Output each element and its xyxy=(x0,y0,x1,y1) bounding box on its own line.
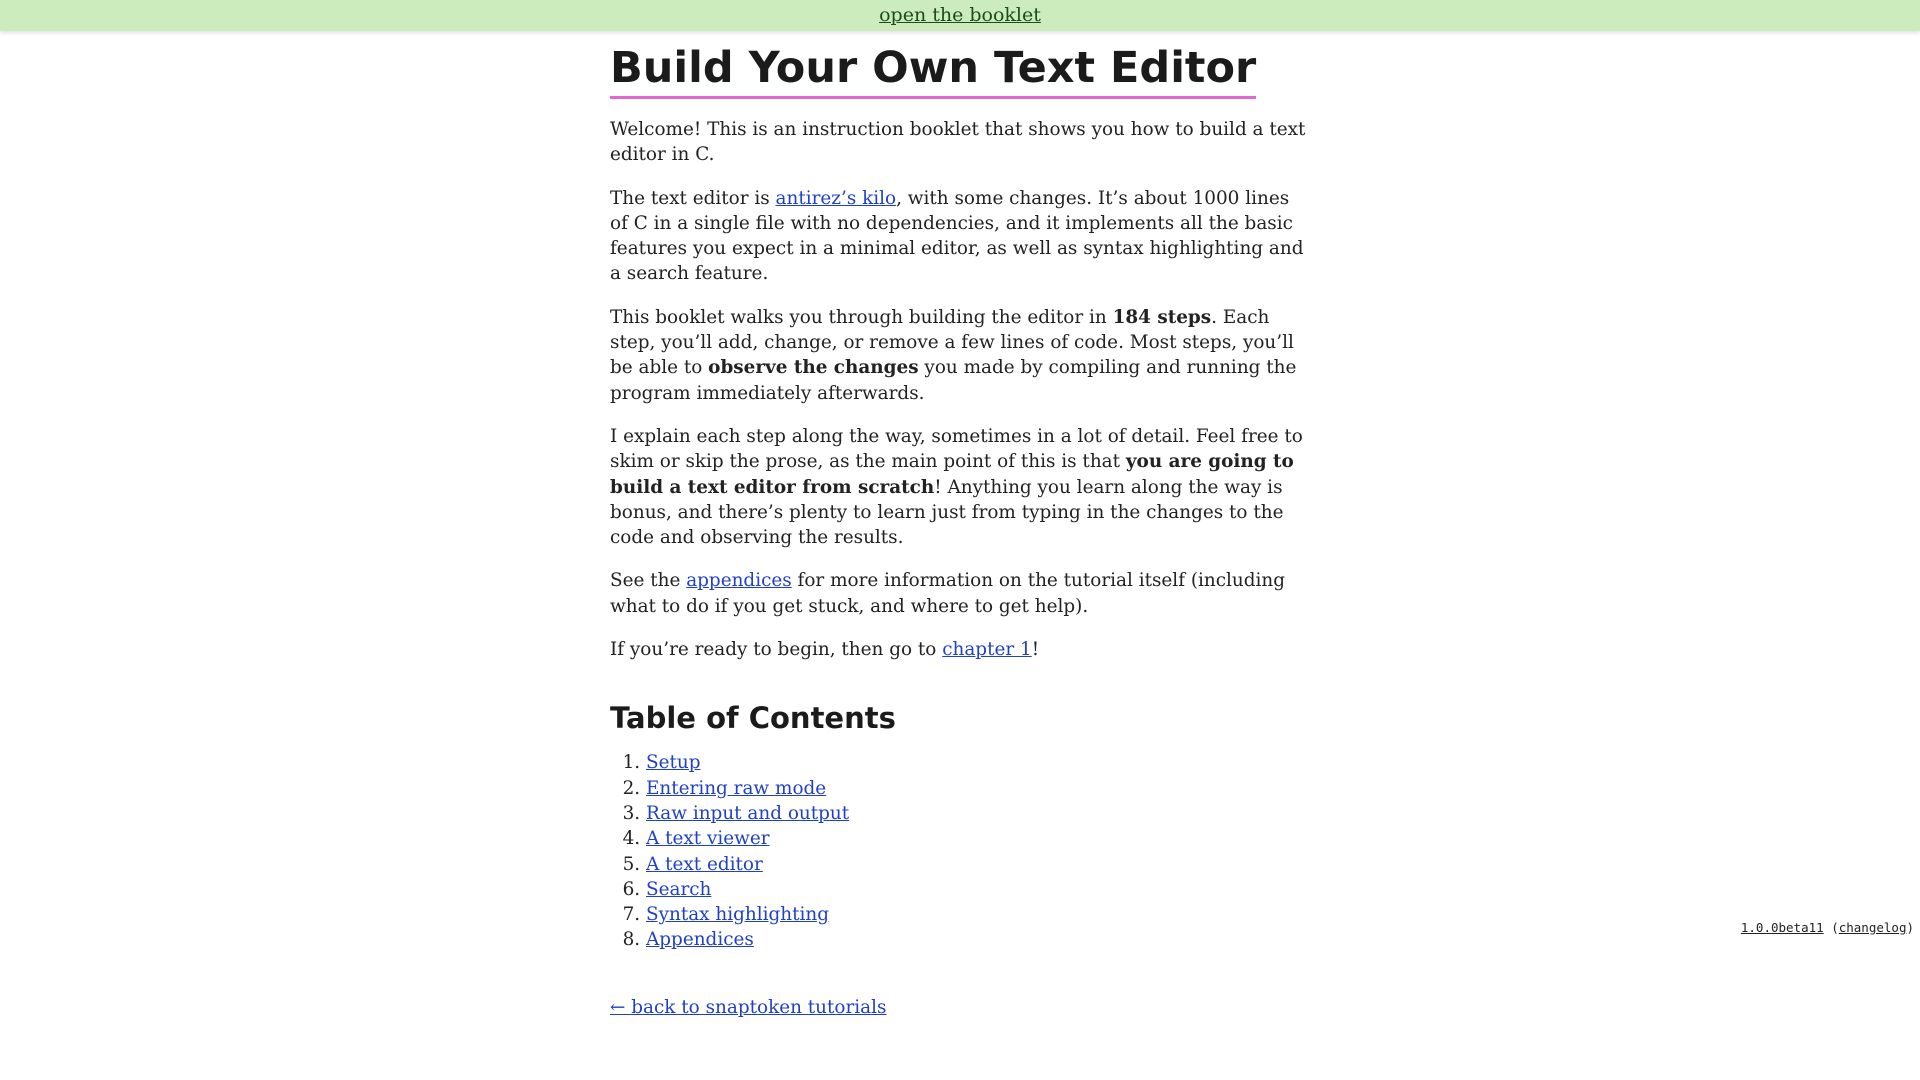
toc-link-raw-input-output[interactable]: Raw input and output xyxy=(646,802,850,824)
explain-paragraph-text-1: I explain each step along the way, sometimes in a lot of detail. Feel free to skim or skip the prose, as the main point of this is that xyxy=(610,425,1303,473)
main-content xyxy=(610,40,1310,1020)
toc-item xyxy=(646,852,1310,877)
toc-link-syntax-highlighting[interactable]: Syntax highlighting xyxy=(646,904,830,926)
appendices-paragraph-text-1: See the xyxy=(610,570,687,592)
appendices-link[interactable]: appendices xyxy=(686,570,792,592)
toc-item xyxy=(646,750,1310,775)
begin-paragraph-text-2: ! xyxy=(1031,639,1040,661)
appendices-paragraph xyxy=(610,568,1310,619)
version-link[interactable]: 1.0.0beta11 xyxy=(1740,920,1824,935)
build-from-scratch-text: you are going to build a text editor from scratch xyxy=(610,451,1294,498)
toc-link-setup[interactable]: Setup xyxy=(646,752,701,774)
toc-link-text-editor[interactable]: A text editor xyxy=(646,853,763,875)
explain-paragraph xyxy=(610,424,1310,550)
kilo-paragraph-text-1: The text editor is xyxy=(610,187,776,209)
toc-item xyxy=(646,826,1310,851)
intro-paragraph: Welcome! This is an instruction booklet that shows you how to build a text editor in C. xyxy=(610,119,1306,166)
back-to-tutorials-link[interactable]: ← back to snaptoken tutorials xyxy=(610,996,887,1018)
toc-link-entering-raw-mode[interactable]: Entering raw mode xyxy=(646,777,827,799)
antirez-kilo-link[interactable]: antirez’s kilo xyxy=(775,187,897,209)
version-footer xyxy=(1741,920,1914,935)
toc-item xyxy=(646,801,1310,826)
chapter-1-link[interactable]: chapter 1 xyxy=(942,639,1032,661)
observe-changes-text: observe the changes xyxy=(708,357,919,379)
steps-paragraph-text-1: This booklet walks you through building the editor in xyxy=(610,306,1113,328)
kilo-paragraph xyxy=(610,186,1310,287)
steps-count: 184 steps xyxy=(1112,306,1212,328)
steps-paragraph xyxy=(610,305,1310,406)
appendices-paragraph-text-2: for more information on the tutorial itself (including what to do if you get stuck, and where to get help). xyxy=(610,570,1286,617)
toc-item xyxy=(646,877,1310,902)
toc-item xyxy=(646,902,1310,927)
toc-heading: Table of Contents xyxy=(610,701,896,736)
steps-paragraph-text-3: you made by compiling and running the program immediately afterwards. xyxy=(610,357,1297,404)
kilo-paragraph-text-2: , with some changes. It’s about 1000 lines of C in a single file with no dependencies, and it implements all the basic features you expect in a minimal editor, as well as syntax highlighting and a search feature. xyxy=(610,187,1304,285)
toc-link-search[interactable]: Search xyxy=(646,878,712,900)
version-open-paren: ( xyxy=(1823,920,1839,935)
begin-paragraph-text-1: If you’re ready to begin, then go to xyxy=(610,639,943,661)
changelog-link[interactable]: changelog xyxy=(1838,920,1907,935)
page-title: Build Your Own Text Editor xyxy=(610,40,1256,99)
version-close-paren: ) xyxy=(1906,920,1914,935)
toc-list xyxy=(610,750,1310,952)
back-link-container xyxy=(610,995,1310,1020)
explain-paragraph-text-2: ! Anything you learn along the way is bonus, and there’s plenty to learn just from typing in the changes to the code and observing the results. xyxy=(610,476,1284,549)
toc-link-appendices[interactable]: Appendices xyxy=(646,929,754,951)
top-banner xyxy=(0,0,1920,31)
toc-link-text-viewer[interactable]: A text viewer xyxy=(646,828,770,850)
begin-paragraph xyxy=(610,637,1310,662)
toc-item xyxy=(646,927,1310,952)
steps-paragraph-text-2: . Each step, you’ll add, change, or remove a few lines of code. Most steps, you’ll be able to xyxy=(610,306,1294,379)
toc-item xyxy=(646,776,1310,801)
open-booklet-link[interactable]: open the booklet xyxy=(879,4,1041,26)
